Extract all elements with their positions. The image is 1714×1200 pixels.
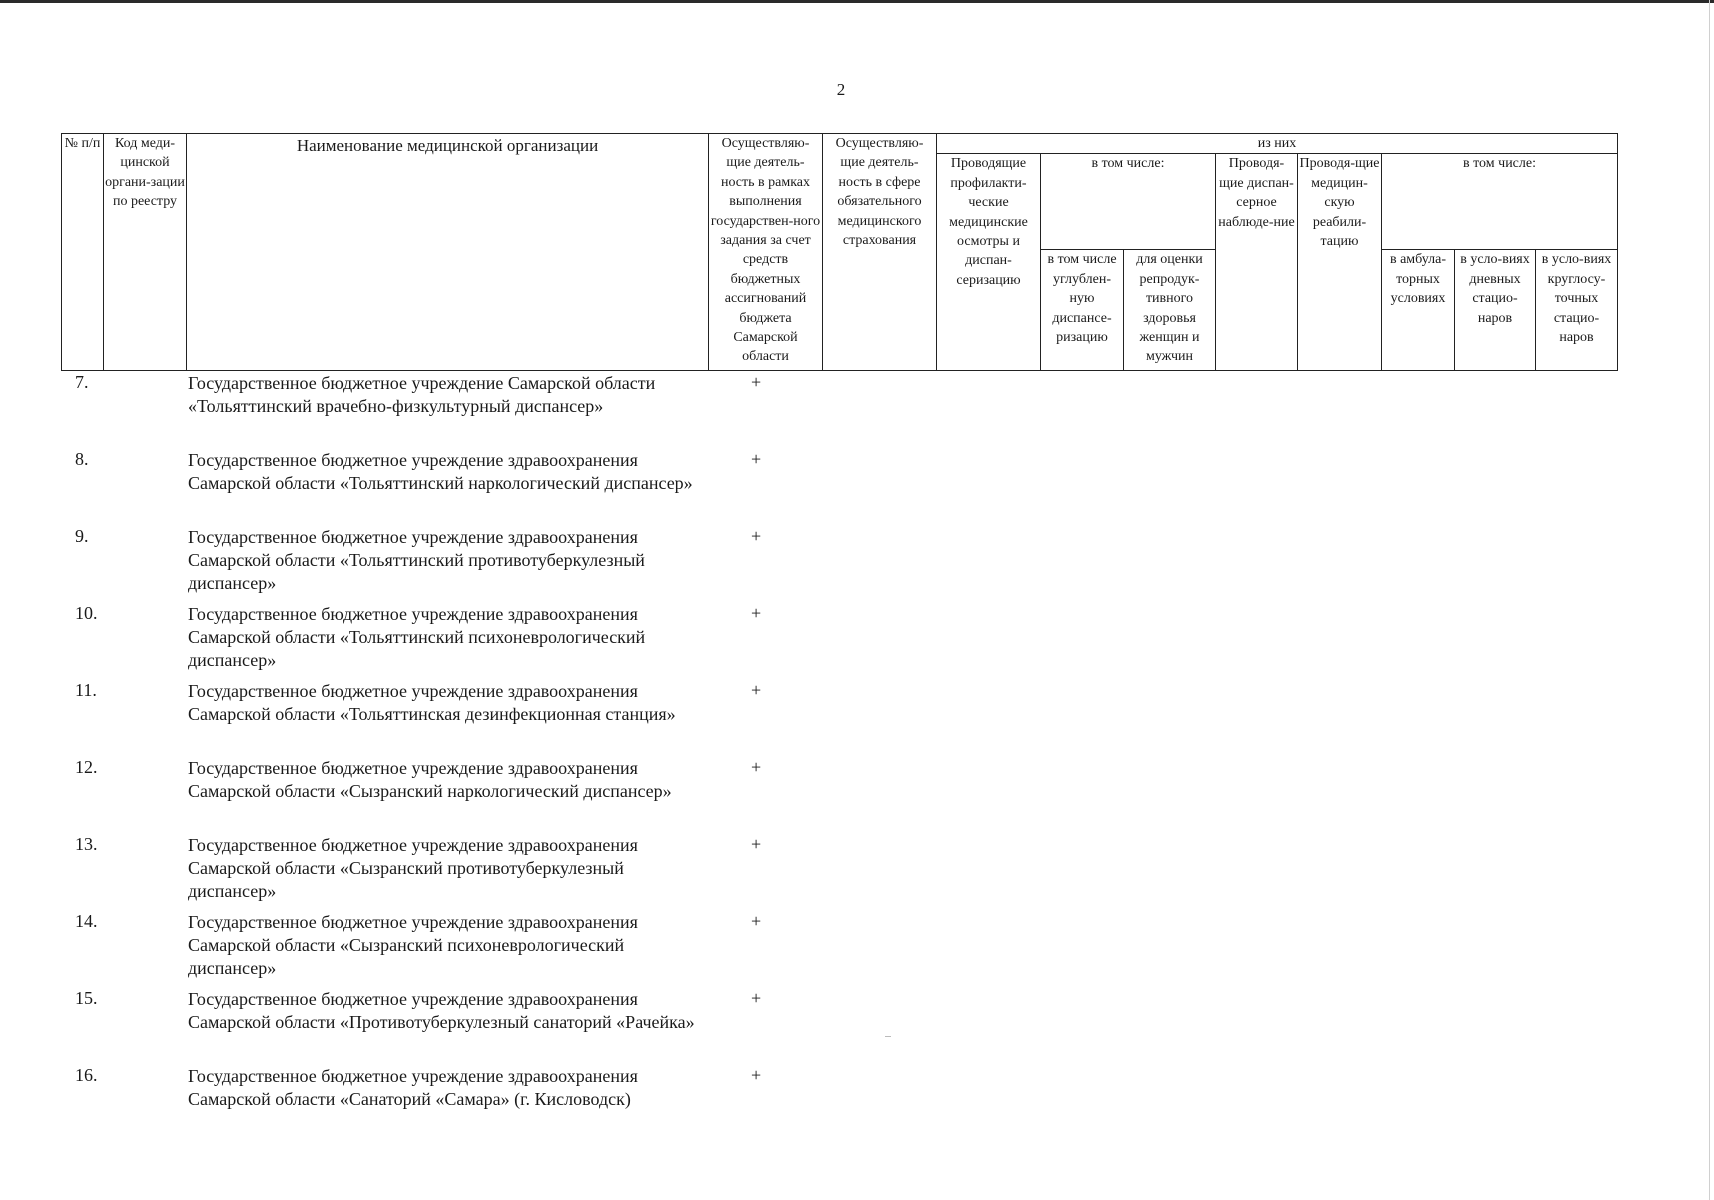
row-number: 14. (75, 911, 98, 931)
table-header (61, 133, 1618, 371)
row-number: 11. (75, 680, 97, 700)
header-group: из них (937, 134, 1618, 154)
state-task-mark: + (751, 988, 762, 1008)
row-number: 8. (75, 449, 89, 469)
state-task-mark: + (751, 1065, 762, 1085)
scan-edge-top (0, 0, 1714, 3)
organization-name: Государственное бюджетное учреждение здравоохранения Самарской области «Противотуберкулезный санаторий «Рачейка» (188, 989, 695, 1032)
header-disp: Проводя-щие диспан-серное наблюде-ние (1216, 154, 1298, 371)
header-prof: Проводящие профилакти-ческие медицинские осмотры и диспан-серизацию (937, 154, 1041, 371)
header-deep: в том числе углублен-ную диспансе-ризацию (1041, 250, 1124, 371)
state-task-mark: + (751, 680, 762, 700)
organization-name: Государственное бюджетное учреждение здравоохранения Самарской области «Тольяттинский противотуберкулезный диспансер» (188, 527, 645, 593)
state-task-mark: + (751, 911, 762, 931)
organization-name: Государственное бюджетное учреждение здравоохранения Самарской области «Тольяттинский психоневрологический диспансер» (188, 604, 646, 670)
header-subgroup-2: в том числе: (1382, 154, 1618, 250)
organization-name: Государственное бюджетное учреждение здравоохранения Самарской области «Сызранский психоневрологический диспансер» (188, 912, 638, 978)
state-task-mark: + (751, 757, 762, 777)
header-round: в усло-виях круглосу-точных стацио-наров (1536, 250, 1618, 371)
header-amb: в амбула-торных условиях (1382, 250, 1455, 371)
header-subgroup-1: в том числе: (1041, 154, 1216, 250)
header-code: Код меди-цинской органи-зации по реестру (104, 134, 187, 371)
header-rehab: Проводя-щие медицин-скую реабили-тацию (1298, 154, 1382, 371)
row-number: 12. (75, 757, 98, 777)
page-number: 2 (836, 80, 846, 99)
header-num: № п/п (62, 134, 104, 371)
header-repro: для оценки репродук-тивного здоровья женщин и мужчин (1124, 250, 1216, 371)
state-task-mark: + (751, 834, 762, 854)
row-number: 10. (75, 603, 98, 623)
row-number: 13. (75, 834, 98, 854)
header-oms: Осуществляю-щие деятель-ность в сфере обязательного медицинского страхования (823, 134, 937, 371)
organization-name: Государственное бюджетное учреждение здравоохранения Самарской области «Тольяттинский наркологический диспансер» (188, 450, 693, 493)
organization-name: Государственное бюджетное учреждение здравоохранения Самарской области «Сызранский противотуберкулезный диспансер» (188, 835, 638, 901)
organization-name: Государственное бюджетное учреждение Самарской области «Тольяттинский врачебно-физкультурный диспансер» (188, 373, 656, 416)
organization-name: Государственное бюджетное учреждение здравоохранения Самарской области «Сызранский наркологический диспансер» (188, 758, 672, 801)
scan-edge-right (1709, 0, 1710, 1200)
state-task-mark: + (751, 603, 762, 623)
scan-speck (885, 1036, 891, 1037)
state-task-mark: + (751, 526, 762, 546)
header-day: в усло-виях дневных стацио-наров (1455, 250, 1536, 371)
state-task-mark: + (751, 449, 762, 469)
state-task-mark: + (751, 372, 762, 392)
organization-name: Государственное бюджетное учреждение здравоохранения Самарской области «Санаторий «Самара» (г. Кисловодск) (188, 1066, 638, 1109)
row-number: 7. (75, 372, 89, 392)
organization-name: Государственное бюджетное учреждение здравоохранения Самарской области «Тольяттинская дезинфекционная станция» (188, 681, 676, 724)
row-number: 9. (75, 526, 89, 546)
header-state: Осуществляю-щие деятель-ность в рамках выполнения государствен-ного задания за счет средств бюджетных ассигнований бюджета Самарской области (709, 134, 823, 371)
row-number: 15. (75, 988, 98, 1008)
header-name: Наименование медицинской организации (187, 134, 709, 371)
row-number: 16. (75, 1065, 98, 1085)
